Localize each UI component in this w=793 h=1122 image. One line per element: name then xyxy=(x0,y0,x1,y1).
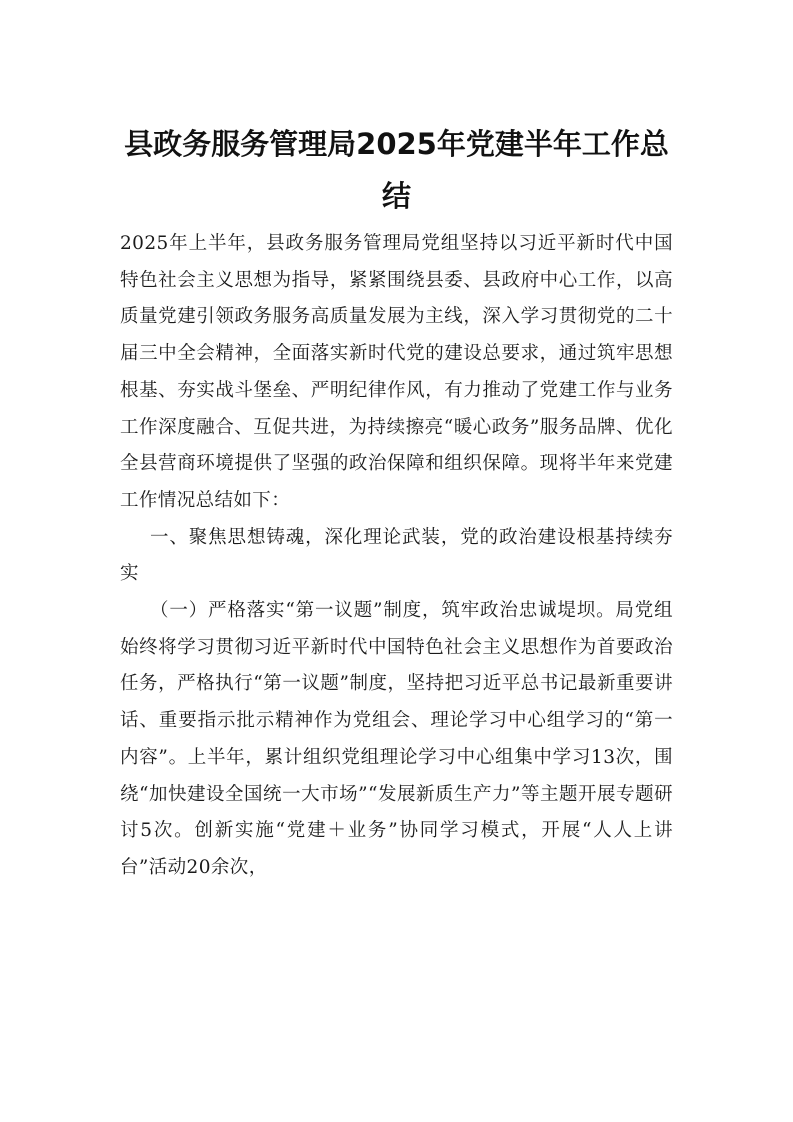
document-body xyxy=(120,226,673,887)
intro-paragraph: 2025年上半年，县政务服务管理局党组坚持以习近平新时代中国特色社会主义思想为指导，紧紧围绕县委、县政府中心工作，以高质量党建引领政务服务高质量发展为主线，深入学习贯彻党的二十届三中全会精神，全面落实新时代党的建设总要求，通过筑牢思想根基、夯实战斗堡垒、严明纪律作风，有力推动了党建工作与业务工作深度融合、互促共进，为持续擦亮“暖心政务”服务品牌、优化全县营商环境提供了坚强的政治保障和组织保障。现将半年来党建工作情况总结如下： xyxy=(120,233,673,511)
subsection-paragraph-1: （一）严格落实“第一议题”制度，筑牢政治忠诚堤坝。局党组始终将学习贯彻习近平新时代中国特色社会主义思想作为首要政治任务，严格执行“第一议题”制度，坚持把习近平总书记最新重要讲话、重要指示批示精神作为党组会、理论学习中心组学习的“第一内容”。上半年，累计组织党组理论学习中心组集中学习13次，围绕“加快建设全国统一大市场”“发展新质生产力”等主题开展专题研讨5次。创新实施“党建＋业务”协同学习模式，开展“人人上讲台”活动20余次， xyxy=(120,600,673,878)
document-title: 县政务服务管理局2025年党建半年工作总结 xyxy=(124,127,669,213)
section-heading-1: 一、聚焦思想铸魂，深化理论武装，党的政治建设根基持续夯实 xyxy=(120,526,673,585)
